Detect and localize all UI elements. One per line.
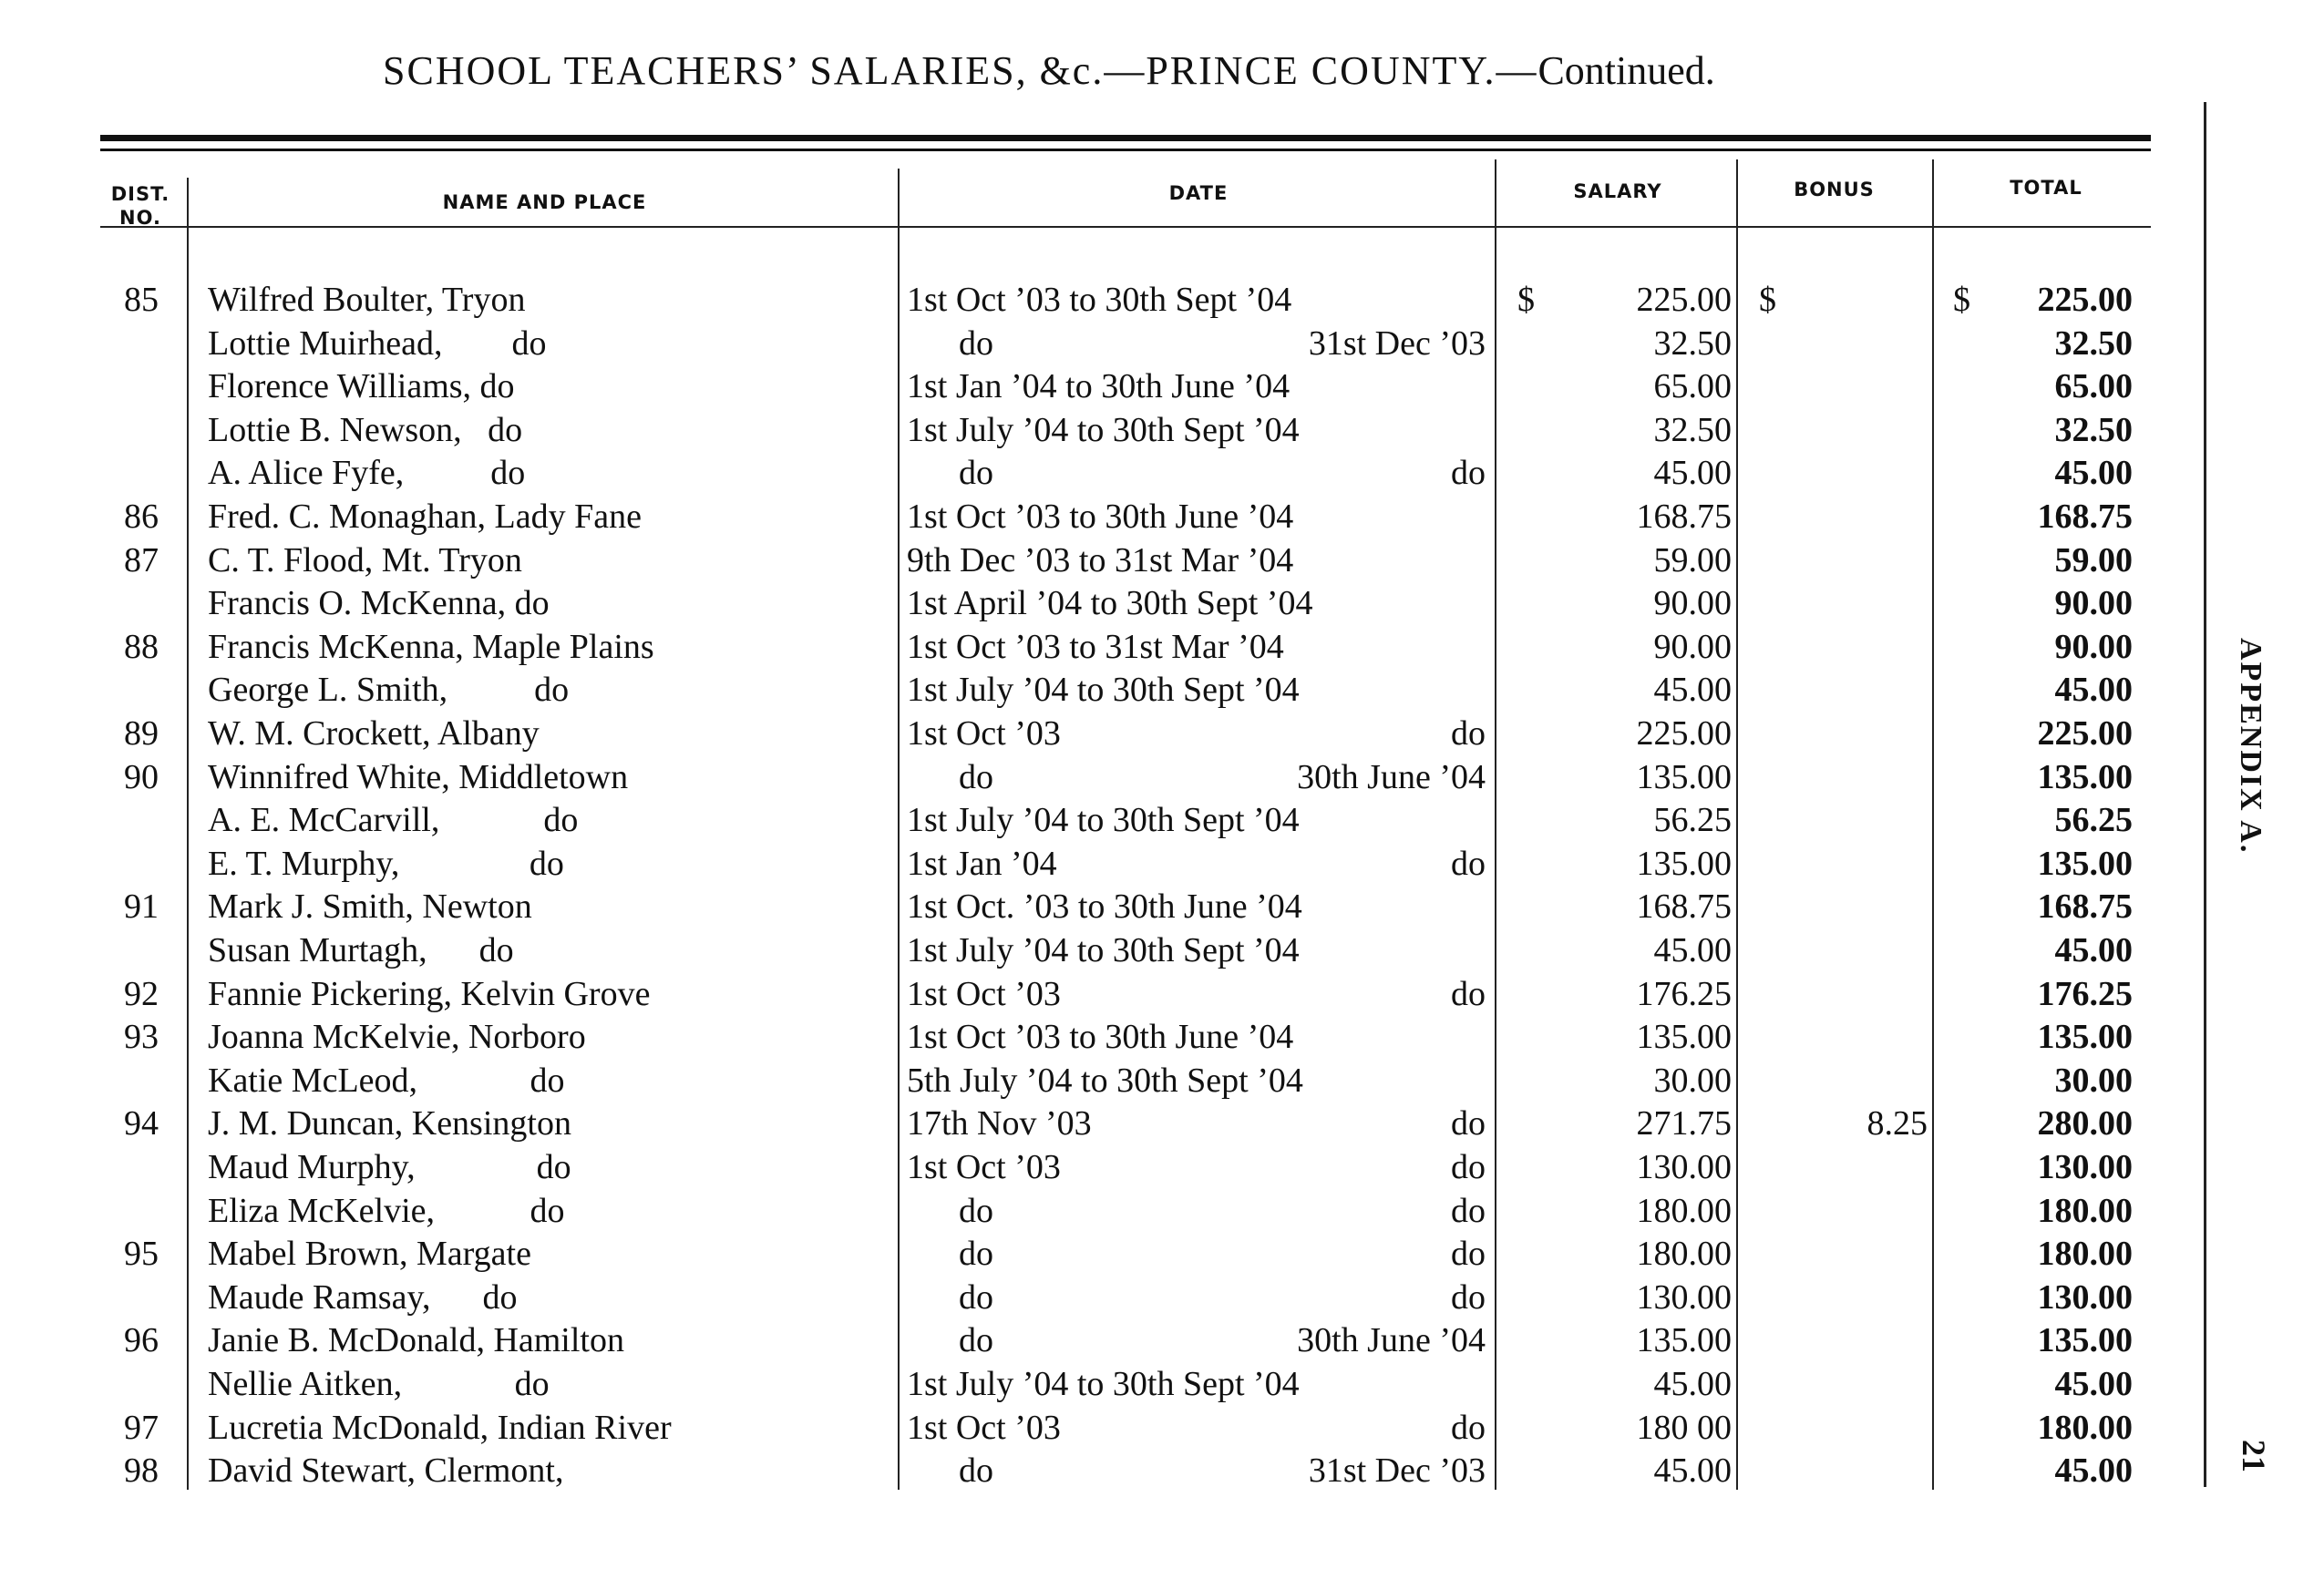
total-amount: 45.00 [2054, 1451, 2133, 1491]
total-amount: 180.00 [2037, 1191, 2133, 1230]
name-and-place: Maud Murphy, do [208, 1148, 571, 1186]
date-from: do [907, 1451, 993, 1491]
column-header-rule [100, 226, 2151, 228]
total-amount: 45.00 [2054, 1365, 2133, 1403]
name-and-place: A. Alice Fyfe, do [208, 454, 526, 493]
name-and-place: Francis McKenna, Maple Plains [208, 627, 654, 666]
date-from: 9th Dec ’03 to 31st Mar ’04 [907, 540, 1294, 579]
name-and-place: Wilfred Boulter, Tryon [208, 281, 526, 319]
appendix-side-label: APPENDIX A. [2234, 638, 2267, 855]
total-amount: 135.00 [2037, 1018, 2133, 1057]
total-amount: 30.00 [2054, 1061, 2133, 1100]
total-amount: 45.00 [2054, 671, 2133, 710]
date-from: 1st Oct ’03 to 30th June ’04 [907, 497, 1294, 536]
name-and-place: E. T. Murphy, do [208, 844, 564, 883]
total-amount: 59.00 [2054, 540, 2133, 579]
dist-number: 96 [124, 1321, 159, 1360]
date-from: 1st July ’04 to 30th Sept ’04 [907, 410, 1300, 449]
dist-number: 95 [124, 1235, 159, 1274]
name-and-place: Lottie Muirhead, do [208, 323, 547, 363]
dist-number: 98 [124, 1451, 159, 1491]
date-to: do [1451, 454, 1486, 493]
date-from: 1st July ’04 to 30th Sept ’04 [907, 931, 1300, 969]
table-row [0, 582, 2206, 625]
dist-number: 94 [124, 1104, 159, 1143]
date-from: do [907, 1191, 993, 1230]
date-to: do [1451, 1104, 1486, 1143]
dist-number: 97 [124, 1408, 159, 1447]
page-title [383, 47, 1932, 94]
table-row [0, 1146, 2206, 1189]
name-and-place: Katie McLeod, do [208, 1061, 565, 1100]
table-row [0, 1277, 2206, 1319]
total-amount: 168.75 [2037, 887, 2133, 927]
salary-amount: 225.00 [1636, 281, 1732, 319]
dist-number: 87 [124, 540, 159, 579]
date-to: do [1451, 1148, 1486, 1186]
table-row [0, 626, 2206, 669]
total-amount: 168.75 [2037, 497, 2133, 536]
name-and-place: Lucretia McDonald, Indian River [208, 1408, 672, 1447]
salary-amount: 90.00 [1653, 584, 1732, 623]
date-from: 5th July ’04 to 30th Sept ’04 [907, 1061, 1303, 1100]
salary-amount: 45.00 [1653, 1365, 1732, 1403]
salary-amount: 45.00 [1653, 454, 1732, 493]
table-row [0, 1363, 2206, 1406]
total-amount: 65.00 [2054, 367, 2133, 406]
date-from: do [907, 757, 993, 796]
name-and-place: W. M. Crockett, Albany [208, 714, 540, 753]
header-total: TOTAL [2010, 177, 2082, 199]
total-amount: 176.25 [2037, 974, 2133, 1013]
table-row [0, 279, 2206, 322]
table-row [0, 409, 2206, 452]
header-dist-line2: NO. [119, 207, 161, 229]
date-to: do [1451, 1191, 1486, 1230]
salary-amount: 30.00 [1653, 1061, 1732, 1100]
name-and-place: J. M. Duncan, Kensington [208, 1104, 571, 1143]
date-from: 1st Oct ’03 [907, 974, 1061, 1013]
date-from: do [907, 323, 993, 363]
salary-amount: 45.00 [1653, 1451, 1732, 1491]
table-row [0, 1102, 2206, 1145]
date-from: 1st Oct ’03 to 31st Mar ’04 [907, 627, 1284, 666]
total-amount: 180.00 [2037, 1408, 2133, 1447]
title-continued: Continued. [1537, 48, 1715, 93]
total-amount: 180.00 [2037, 1235, 2133, 1274]
salary-amount: 130.00 [1636, 1277, 1732, 1317]
table-row [0, 799, 2206, 842]
header-bonus: BONUS [1794, 179, 1875, 200]
salary-amount: 271.75 [1636, 1104, 1732, 1143]
table-row [0, 1450, 2206, 1492]
name-and-place: Susan Murtagh, do [208, 931, 514, 969]
currency-symbol: $ [1953, 281, 1970, 319]
name-and-place: Fannie Pickering, Kelvin Grove [208, 974, 651, 1013]
name-and-place: Mark J. Smith, Newton [208, 887, 532, 927]
header-dist-line1: DIST. [110, 183, 170, 205]
date-from: do [907, 1235, 993, 1274]
dist-number: 86 [124, 497, 159, 536]
name-and-place: Winnifred White, Middletown [208, 757, 629, 796]
date-from: 1st Oct ’03 [907, 714, 1061, 753]
dist-number: 93 [124, 1018, 159, 1057]
total-amount: 135.00 [2037, 844, 2133, 883]
page-number: 21 [2236, 1440, 2272, 1472]
header-rule-thick [100, 135, 2151, 141]
table-row [0, 365, 2206, 408]
name-and-place: Mabel Brown, Margate [208, 1235, 531, 1274]
date-from: do [907, 1321, 993, 1360]
table-row [0, 929, 2206, 972]
name-and-place: Joanna McKelvie, Norboro [208, 1018, 586, 1057]
total-amount: 56.25 [2054, 801, 2133, 840]
total-amount: 45.00 [2054, 931, 2133, 969]
total-amount: 90.00 [2054, 584, 2133, 623]
name-and-place: David Stewart, Clermont, [208, 1451, 564, 1491]
date-from: 1st April ’04 to 30th Sept ’04 [907, 584, 1313, 623]
date-from: 1st Jan ’04 to 30th June ’04 [907, 367, 1291, 406]
date-from: 1st Oct. ’03 to 30th June ’04 [907, 887, 1302, 927]
dist-number: 90 [124, 757, 159, 796]
date-to: do [1451, 844, 1486, 883]
table-row [0, 886, 2206, 928]
salary-amount: 32.50 [1653, 410, 1732, 449]
header-salary: SALARY [1573, 180, 1662, 202]
date-to: do [1451, 974, 1486, 1013]
total-amount: 225.00 [2037, 281, 2133, 319]
name-and-place: Lottie B. Newson, do [208, 410, 523, 449]
salary-amount: 135.00 [1636, 844, 1732, 883]
dist-number: 85 [124, 281, 159, 319]
table-row [0, 843, 2206, 886]
currency-symbol: $ [1759, 281, 1776, 319]
name-and-place: Eliza McKelvie, do [208, 1191, 565, 1230]
total-amount: 45.00 [2054, 454, 2133, 493]
salary-amount: 180.00 [1636, 1235, 1732, 1274]
table-row [0, 1233, 2206, 1276]
table-row [0, 669, 2206, 712]
date-from: 17th Nov ’03 [907, 1104, 1092, 1143]
dist-number: 89 [124, 714, 159, 753]
salary-amount: 135.00 [1636, 1321, 1732, 1360]
date-from: 1st Oct ’03 [907, 1408, 1061, 1447]
salary-amount: 130.00 [1636, 1148, 1732, 1186]
total-amount: 280.00 [2037, 1104, 2133, 1143]
dist-number: 92 [124, 974, 159, 1013]
table-row [0, 973, 2206, 1016]
header-name-and-place: NAME AND PLACE [442, 191, 647, 213]
date-to: 30th June ’04 [1297, 757, 1486, 796]
name-and-place: Francis O. McKenna, do [208, 584, 550, 623]
total-amount: 135.00 [2037, 1321, 2133, 1360]
header-date: DATE [1168, 182, 1229, 204]
date-from: 1st Oct ’03 to 30th Sept ’04 [907, 281, 1292, 319]
table-row [0, 756, 2206, 799]
total-amount: 135.00 [2037, 757, 2133, 796]
date-to: do [1451, 1408, 1486, 1447]
header-rule-thin [100, 149, 2151, 151]
bonus-amount: 8.25 [1866, 1104, 1928, 1143]
total-amount: 90.00 [2054, 627, 2133, 666]
date-from: 1st July ’04 to 30th Sept ’04 [907, 801, 1300, 840]
salary-amount: 180.00 [1636, 1191, 1732, 1230]
table-row [0, 323, 2206, 365]
name-and-place: Maude Ramsay, do [208, 1277, 518, 1317]
name-and-place: Fred. C. Monaghan, Lady Fane [208, 497, 642, 536]
salary-amount: 32.50 [1653, 323, 1732, 363]
date-from: 1st July ’04 to 30th Sept ’04 [907, 671, 1300, 710]
name-and-place: Florence Williams, do [208, 367, 515, 406]
table-row [0, 1319, 2206, 1362]
date-to: do [1451, 1235, 1486, 1274]
table-row [0, 496, 2206, 538]
title-main: SCHOOL TEACHERS’ SALARIES, &c.—PRINCE COUNTY.— [383, 48, 1538, 93]
salary-amount: 180 00 [1636, 1408, 1732, 1447]
name-and-place: C. T. Flood, Mt. Tryon [208, 540, 522, 579]
date-to: 31st Dec ’03 [1308, 323, 1486, 363]
salary-amount: 56.25 [1653, 801, 1732, 840]
dist-number: 88 [124, 627, 159, 666]
name-and-place: Nellie Aitken, do [208, 1365, 550, 1403]
date-from: 1st Jan ’04 [907, 844, 1057, 883]
salary-amount: 168.75 [1636, 887, 1732, 927]
name-and-place: A. E. McCarvill, do [208, 801, 579, 840]
salary-amount: 90.00 [1653, 627, 1732, 666]
table-row [0, 1060, 2206, 1102]
salary-amount: 65.00 [1653, 367, 1732, 406]
name-and-place: Janie B. McDonald, Hamilton [208, 1321, 624, 1360]
currency-symbol: $ [1517, 281, 1535, 319]
total-amount: 130.00 [2037, 1148, 2133, 1186]
salary-amount: 176.25 [1636, 974, 1732, 1013]
salary-amount: 135.00 [1636, 757, 1732, 796]
date-to: do [1451, 1277, 1486, 1317]
salary-amount: 135.00 [1636, 1018, 1732, 1057]
header-dist-no [98, 182, 182, 230]
total-amount: 225.00 [2037, 714, 2133, 753]
date-from: 1st Oct ’03 to 30th June ’04 [907, 1018, 1294, 1057]
dist-number: 91 [124, 887, 159, 927]
salary-amount: 225.00 [1636, 714, 1732, 753]
date-to: do [1451, 714, 1486, 753]
total-amount: 130.00 [2037, 1277, 2133, 1317]
salary-amount: 45.00 [1653, 671, 1732, 710]
salary-amount: 168.75 [1636, 497, 1732, 536]
table-row [0, 1407, 2206, 1450]
table-row [0, 452, 2206, 495]
date-from: 1st Oct ’03 [907, 1148, 1061, 1186]
name-and-place: George L. Smith, do [208, 671, 570, 710]
date-to: 30th June ’04 [1297, 1321, 1486, 1360]
table-row [0, 539, 2206, 582]
table-row [0, 1016, 2206, 1059]
date-from: do [907, 454, 993, 493]
total-amount: 32.50 [2054, 410, 2133, 449]
table-row [0, 1190, 2206, 1233]
salary-amount: 45.00 [1653, 931, 1732, 969]
salary-amount: 59.00 [1653, 540, 1732, 579]
table-row [0, 713, 2206, 755]
date-from: do [907, 1277, 993, 1317]
date-to: 31st Dec ’03 [1308, 1451, 1486, 1491]
total-amount: 32.50 [2054, 323, 2133, 363]
date-from: 1st July ’04 to 30th Sept ’04 [907, 1365, 1300, 1403]
